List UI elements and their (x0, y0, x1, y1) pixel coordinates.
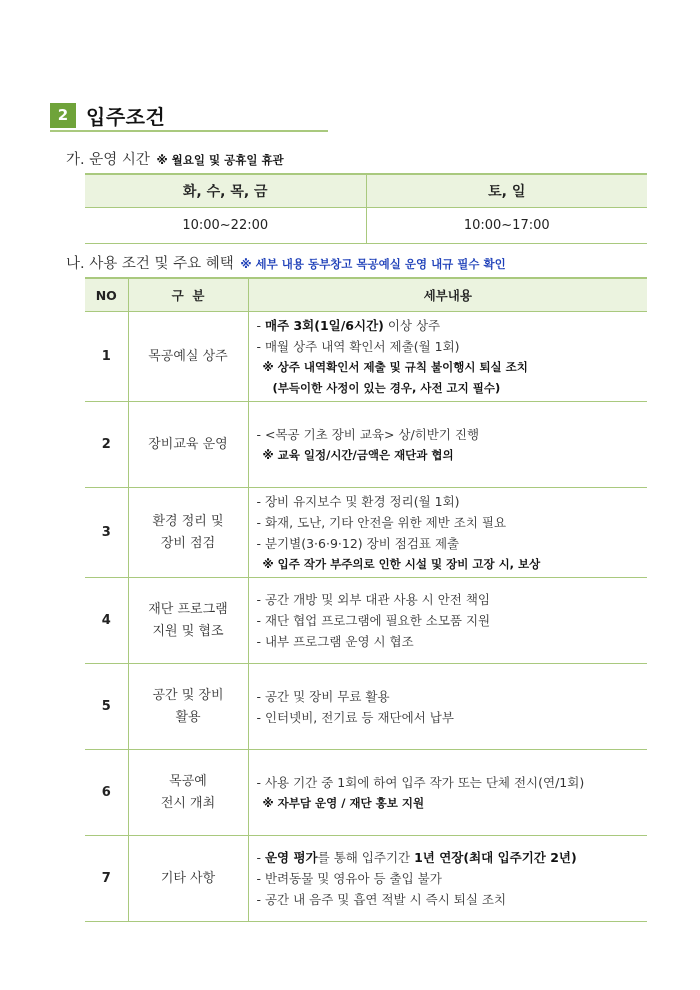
weekday-hours: 10:00~22:00 (85, 208, 366, 244)
detail-line (257, 610, 648, 631)
detail-line (257, 889, 648, 910)
row-category (128, 312, 248, 402)
rules-note: ※ 세부 내용 동부창고 목공예실 운영 내규 필수 확인 (240, 257, 506, 271)
weekend-hours: 10:00~17:00 (366, 208, 647, 244)
operating-hours-table (85, 173, 647, 244)
detail-line (257, 631, 648, 652)
row-details (248, 836, 647, 922)
closed-days-note: ※ 월요일 및 공휴일 휴관 (156, 153, 284, 167)
row-details (248, 750, 647, 836)
detail-text: - 장비 유지보수 및 환경 정리(월 1회) (256, 493, 460, 509)
row-number: 3 (85, 488, 128, 578)
detail-text: - <목공 기초 장비 교육> 상/히반기 진행 (256, 426, 480, 442)
detail-text: - 내부 프로그램 운영 시 협조 (256, 634, 414, 649)
detail-text: - 공간 내 음주 및 흡연 적발 시 즉시 퇴실 조치 (256, 892, 507, 907)
detail-line (257, 772, 648, 793)
detail-line (257, 315, 648, 336)
row-number: 5 (85, 664, 128, 750)
detail-note: ※ 상주 내역확인서 제출 및 규칙 불이행시 퇴실 조치 (262, 359, 528, 374)
row-number: 7 (85, 836, 128, 922)
detail-text: - 공간 개방 및 외부 대관 사용 시 안전 책임 (256, 592, 490, 607)
header-details: 세부내용 (248, 278, 647, 312)
category-line: 지원 및 협조 (152, 623, 224, 639)
detail-note: ※ 교육 일정/시간/금액은 재단과 협의 (262, 447, 454, 462)
category-line: 공간 및 장비 (152, 687, 224, 703)
category-line: 장비교육 운영 (148, 436, 228, 452)
row-category (128, 402, 248, 488)
row-details (248, 312, 647, 402)
detail-text: - (256, 317, 265, 333)
detail-line (257, 491, 648, 512)
section-number: 2 (50, 103, 76, 128)
subheading-operating-hours (66, 148, 284, 169)
detail-line (257, 868, 648, 889)
category-line: 기타 사항 (160, 870, 216, 886)
conditions-table (85, 277, 647, 922)
table-row (85, 578, 647, 664)
detail-text: - 사용 기간 중 1회에 하여 입주 작가 또는 단체 전시(연/1회) (256, 774, 585, 790)
detail-emphasis: 1년 연장(최대 입주기간 2년) (414, 850, 577, 865)
row-category (128, 750, 248, 836)
table-row (85, 488, 647, 578)
table-row (85, 836, 647, 922)
detail-text: 이상 상주 (383, 317, 441, 333)
table-row (85, 312, 647, 402)
detail-line (257, 533, 648, 554)
category-line: 환경 정리 및 (152, 513, 224, 529)
category-line: 목공예실 상주 (148, 348, 228, 364)
subheading-conditions (66, 252, 506, 273)
detail-line (257, 512, 648, 533)
detail-emphasis: 매주 3회(1일/6시간) (264, 317, 384, 333)
row-details (248, 664, 647, 750)
row-number: 2 (85, 402, 128, 488)
category-line: 재단 프로그램 (148, 601, 228, 617)
row-category (128, 488, 248, 578)
detail-line (257, 686, 648, 707)
detail-text: 를 통해 입주기간 (317, 850, 415, 865)
category-line: 활용 (175, 709, 201, 725)
detail-note: ※ 자부담 운영 / 재단 홍보 지원 (262, 795, 425, 810)
detail-line (257, 847, 648, 868)
subheading-label: 나. 사용 조건 및 주요 혜택 (66, 256, 234, 272)
detail-note: ※ 입주 작가 부주의로 인한 시설 및 장비 고장 시, 보상 (262, 556, 541, 571)
table-row (85, 750, 647, 836)
detail-emphasis: 운영 평가 (264, 850, 318, 865)
detail-text: - 분기별(3·6·9·12) 장비 점검표 제출 (256, 535, 460, 551)
section-header (50, 100, 328, 132)
row-number: 4 (85, 578, 128, 664)
table-row (85, 402, 647, 488)
table-row (85, 664, 647, 750)
row-category (128, 578, 248, 664)
detail-text: - 화재, 도난, 기타 안전을 위한 제반 조치 필요 (256, 514, 507, 530)
detail-text: - 재단 협업 프로그램에 필요한 소모품 지원 (256, 613, 491, 628)
row-number: 1 (85, 312, 128, 402)
row-details (248, 578, 647, 664)
header-no: NO (85, 278, 128, 312)
subheading-label: 가. 운영 시간 (66, 152, 150, 168)
header-category: 구 분 (128, 278, 248, 312)
detail-note: (부득이한 사정이 있는 경우, 사전 고지 필수) (272, 380, 501, 395)
table-row (85, 208, 647, 244)
detail-text: - 반려동물 및 영유아 등 출입 불가 (256, 871, 442, 886)
detail-line (257, 424, 648, 445)
detail-text: - (256, 850, 265, 865)
table-header-row (85, 278, 647, 312)
detail-line (257, 589, 648, 610)
row-category (128, 664, 248, 750)
detail-line (257, 707, 648, 728)
row-number: 6 (85, 750, 128, 836)
section-title: 입주조건 (86, 105, 166, 129)
row-details (248, 402, 647, 488)
header-weekdays: 화, 수, 목, 금 (85, 174, 366, 208)
category-line: 장비 점검 (160, 535, 216, 551)
header-weekend: 토, 일 (366, 174, 647, 208)
detail-text: - 인터넷비, 전기료 등 재단에서 납부 (256, 709, 454, 725)
detail-text: - 매월 상주 내역 확인서 제출(월 1회) (256, 338, 460, 354)
category-line: 전시 개최 (160, 795, 216, 811)
detail-line (257, 336, 648, 357)
row-details (248, 488, 647, 578)
row-category (128, 836, 248, 922)
category-line: 목공예 (169, 773, 207, 789)
table-header-row (85, 174, 647, 208)
detail-text: - 공간 및 장비 무료 활용 (256, 688, 390, 704)
